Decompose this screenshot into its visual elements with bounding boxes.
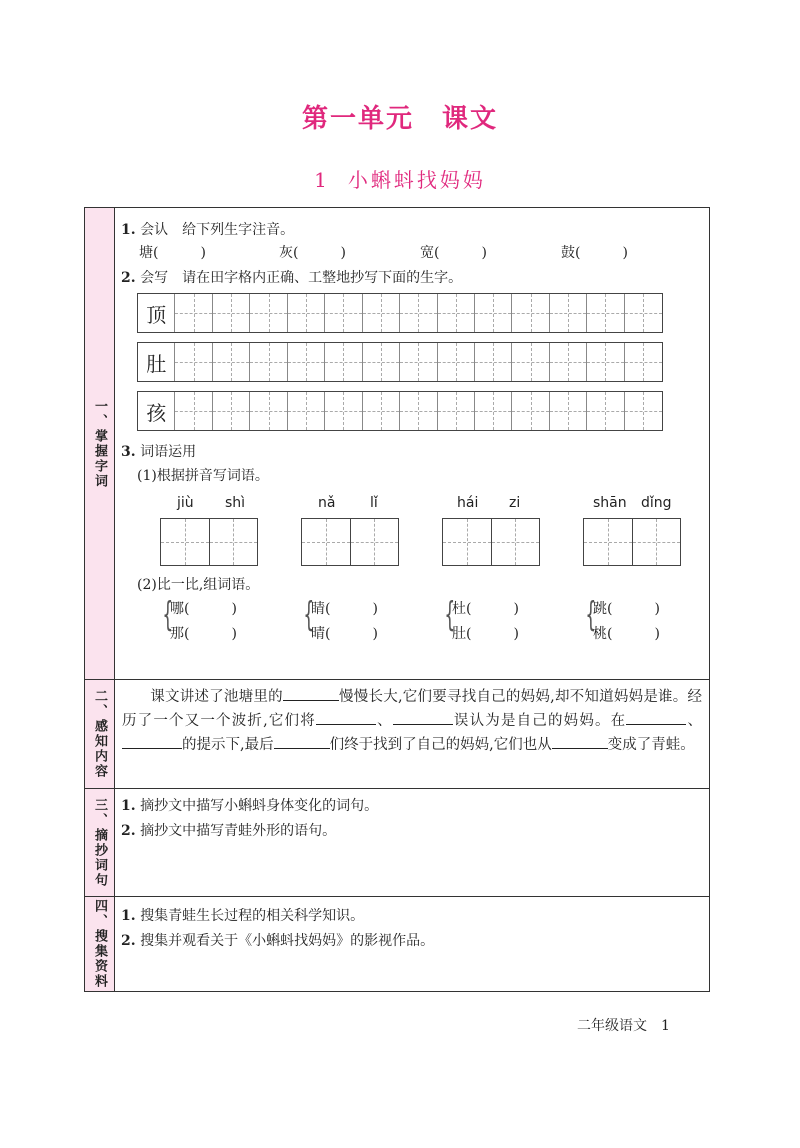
s3-item-2: 2. 摘抄文中描写青蛙外形的语句。 [121, 823, 337, 839]
lesson-number: 1 [314, 168, 330, 192]
answer-blank[interactable] [122, 734, 182, 749]
lesson-name: 小蝌蚪找妈妈 [347, 168, 486, 192]
q3-sub1: (1)根据拼音写词语。 [137, 468, 269, 484]
pinyin: lǐ [370, 495, 378, 511]
pinyin: dǐng [641, 495, 672, 511]
compare-word[interactable]: 那( ) [170, 626, 237, 642]
compare-word[interactable]: 哪( ) [170, 601, 237, 617]
lesson-title [0, 164, 800, 193]
s3-item-1: 1. 摘抄文中描写小蝌蚪身体变化的词句。 [121, 798, 379, 814]
q3-heading: 3. 词语运用 [121, 444, 197, 460]
pinyin: hái [457, 495, 479, 511]
pinyin-answer-box[interactable] [442, 518, 540, 566]
brace-icon: { [303, 595, 315, 635]
answer-blank[interactable] [274, 734, 330, 749]
brace-icon: { [585, 595, 597, 635]
writing-grid-row[interactable] [137, 293, 663, 333]
pinyin: nǎ [318, 495, 336, 511]
compare-word[interactable]: 桃( ) [593, 626, 660, 642]
compare-word[interactable]: 肚( ) [452, 626, 519, 642]
compare-word[interactable]: 杜( ) [452, 601, 519, 617]
q1-char-3[interactable]: 宽( ) [420, 245, 487, 261]
pinyin-answer-box[interactable] [160, 518, 258, 566]
divider [85, 896, 709, 897]
writing-grid-row[interactable] [137, 342, 663, 382]
q1-char-2[interactable]: 灰( ) [279, 245, 346, 261]
q1-char-1[interactable]: 塘( ) [139, 245, 206, 261]
divider [85, 679, 709, 680]
unit-title: 第一单元 课文 [301, 104, 498, 134]
brace-icon: { [444, 595, 456, 635]
answer-blank[interactable] [626, 710, 686, 725]
pinyin-answer-box[interactable] [583, 518, 681, 566]
page-footer: 二年级语文 1 [577, 1018, 670, 1034]
q3-sub2: (2)比一比,组词语。 [137, 577, 260, 593]
grid-model-char: 肚 [138, 343, 175, 381]
q1-char-4[interactable]: 鼓( ) [561, 245, 628, 261]
answer-blank[interactable] [283, 686, 339, 701]
q1-heading: 1. 会认 给下列生字注音。 [121, 222, 295, 238]
grid-model-char: 孩 [138, 392, 175, 430]
brace-icon: { [162, 595, 174, 635]
section-label-4: 四、搜集资料 [85, 897, 115, 991]
answer-blank[interactable] [393, 710, 453, 725]
writing-grid-row[interactable] [137, 391, 663, 431]
compare-word[interactable]: 睛( ) [311, 601, 378, 617]
section-label-1: 一、掌握字词 [85, 208, 115, 679]
page-number: 1 [661, 1018, 670, 1034]
divider [85, 788, 709, 789]
s4-item-1: 1. 搜集青蛙生长过程的相关科学知识。 [121, 908, 365, 924]
pinyin: zi [509, 495, 521, 511]
pinyin: jiù [177, 495, 194, 511]
grid-model-char: 顶 [138, 294, 175, 332]
q2-heading: 2. 会写 请在田字格内正确、工整地抄写下面的生字。 [121, 270, 463, 286]
compare-word[interactable]: 晴( ) [311, 626, 378, 642]
pinyin-answer-box[interactable] [301, 518, 399, 566]
answer-blank[interactable] [316, 710, 376, 725]
pinyin: shì [225, 495, 246, 511]
pinyin: shān [593, 495, 627, 511]
compare-word[interactable]: 跳( ) [593, 601, 660, 617]
answer-blank[interactable] [552, 734, 608, 749]
fill-blank-paragraph: 课文讲述了池塘里的 慢慢长大,它们要寻找自己的妈妈,却不知道妈妈是谁。经历了一个又一个波折,它们将 、 误认为是自己的妈妈。在 、的提示下,最后 们终于找到了自己的妈妈,它们也从 变成了青蛙。 [122, 685, 702, 757]
section-label-2: 二、感知内容 [85, 680, 115, 788]
section-label-3: 三、摘抄词句 [85, 789, 115, 896]
s4-item-2: 2. 搜集并观看关于《小蝌蚪找妈妈》的影视作品。 [121, 933, 435, 949]
